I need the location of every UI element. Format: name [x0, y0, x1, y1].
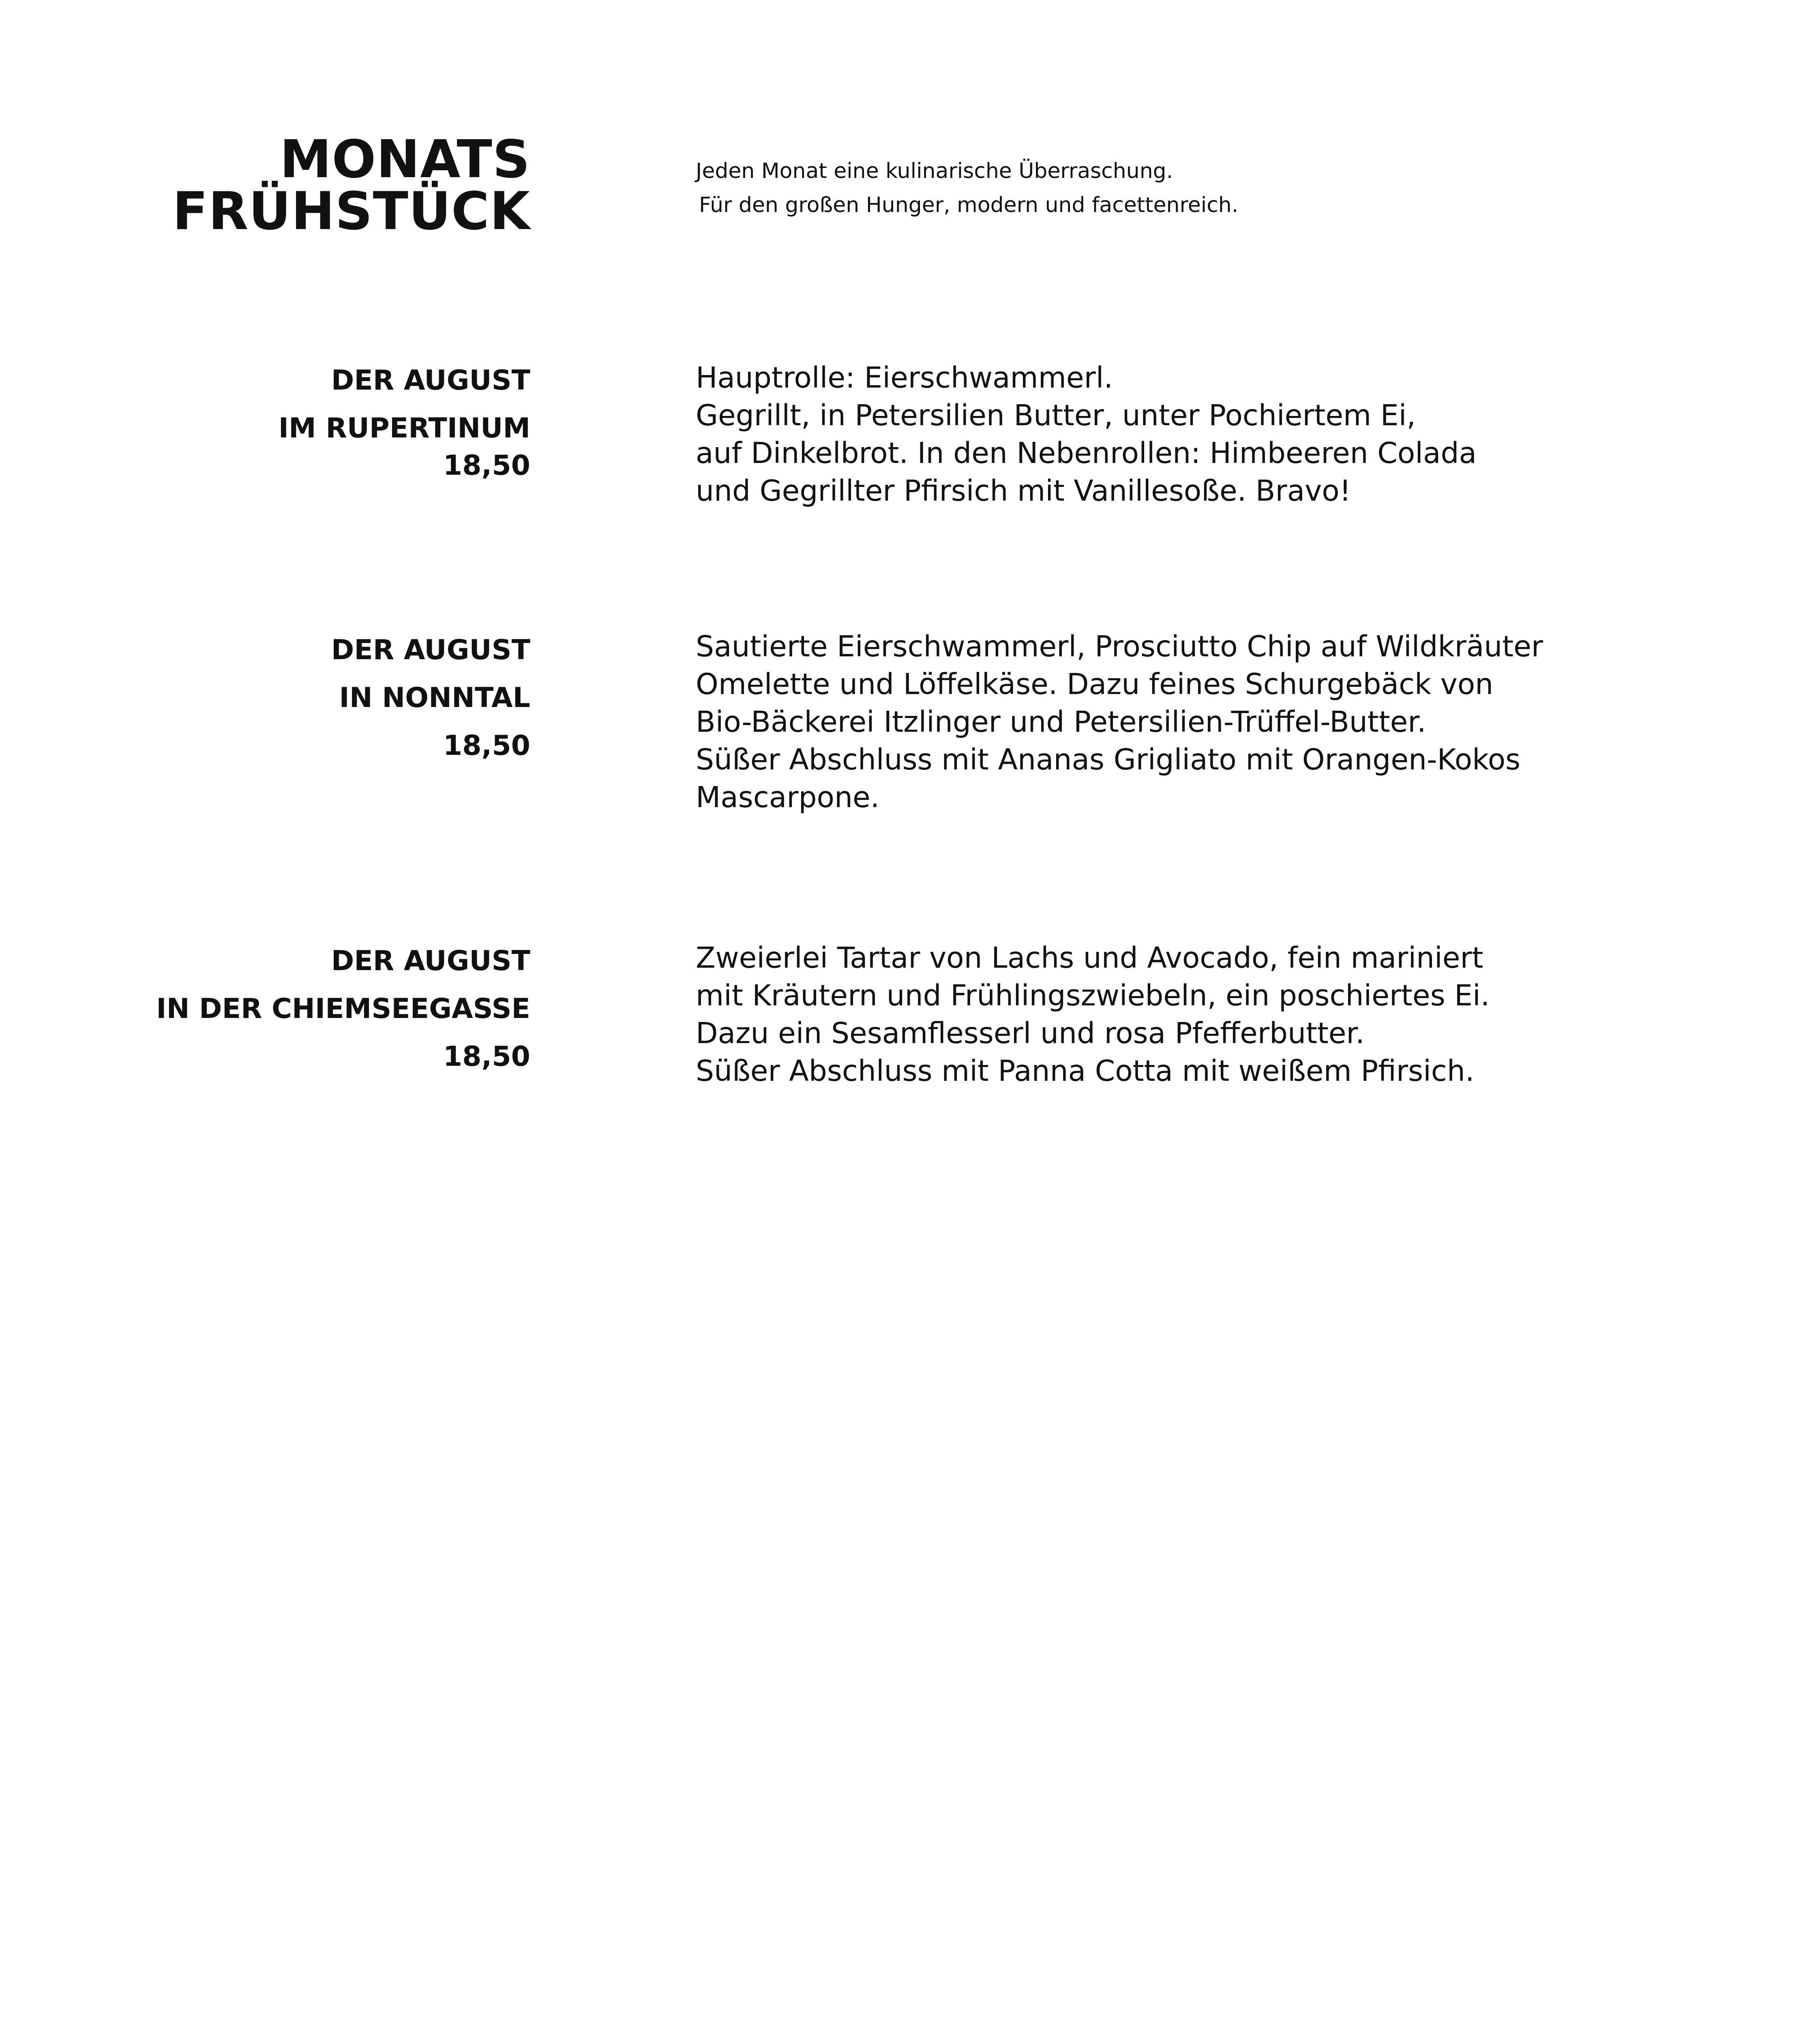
- offer-location: IN DER CHIEMSEEGASSE: [156, 993, 530, 1025]
- description-line: Omelette und Löffelkäse. Dazu feines Schurgebäck von: [696, 667, 1494, 701]
- offer-description-nonntal: [696, 628, 1543, 816]
- description-line: Sautierte Eierschwammerl, Prosciutto Chip auf Wildkräuter: [696, 630, 1543, 663]
- offer-heading-rupertinum: [279, 357, 530, 484]
- offer-month: DER AUGUST: [331, 945, 530, 977]
- offer-location: IM RUPERTINUM: [278, 412, 530, 444]
- offer-heading-chiemseegasse: [156, 937, 530, 1081]
- description-line: auf Dinkelbrot. In den Nebenrollen: Himbeeren Colada: [696, 436, 1477, 470]
- description-line: Süßer Abschluss mit Ananas Grigliato mit Orangen-Kokos: [696, 743, 1521, 776]
- intro-line-1: Jeden Monat eine kulinarische Überraschung.: [696, 159, 1173, 183]
- description-line: Hauptrolle: Eierschwammerl.: [696, 361, 1113, 394]
- offer-location: IN NONNTAL: [339, 682, 530, 714]
- offer-price: 18,50: [443, 1041, 530, 1073]
- description-line: Mascarpone.: [696, 780, 880, 814]
- description-line: Süßer Abschluss mit Panna Cotta mit weißem Pfirsich.: [696, 1054, 1475, 1088]
- page-title: [172, 129, 530, 242]
- description-line: Gegrillt, in Petersilien Butter, unter Pochiertem Ei,: [696, 399, 1416, 432]
- offer-heading-nonntal: [331, 626, 530, 770]
- offer-description-rupertinum: [696, 359, 1477, 510]
- offer-month: DER AUGUST: [331, 634, 530, 666]
- description-line: und Gegrillter Pfirsich mit Vanillesoße. Bravo!: [696, 474, 1351, 508]
- page-title-line-1: MONATS: [280, 129, 530, 190]
- page-title-line-2: FRÜHSTÜCK: [172, 181, 530, 242]
- offer-price: 18,50: [443, 450, 530, 482]
- description-line: mit Kräutern und Frühlingszwiebeln, ein poschiertes Ei.: [696, 979, 1490, 1012]
- description-line: Zweierlei Tartar von Lachs und Avocado, fein mariniert: [696, 941, 1483, 975]
- offer-description-chiemseegasse: [696, 939, 1490, 1090]
- intro-line-2: Für den großen Hunger, modern und facettenreich.: [699, 193, 1239, 217]
- description-line: Dazu ein Sesamflesserl und rosa Pfefferbutter.: [696, 1016, 1365, 1050]
- offer-month: DER AUGUST: [331, 364, 530, 396]
- offer-price: 18,50: [443, 730, 530, 762]
- description-line: Bio-Bäckerei Itzlinger und Petersilien-Trüffel-Butter.: [696, 705, 1426, 739]
- intro-text: [696, 154, 1238, 222]
